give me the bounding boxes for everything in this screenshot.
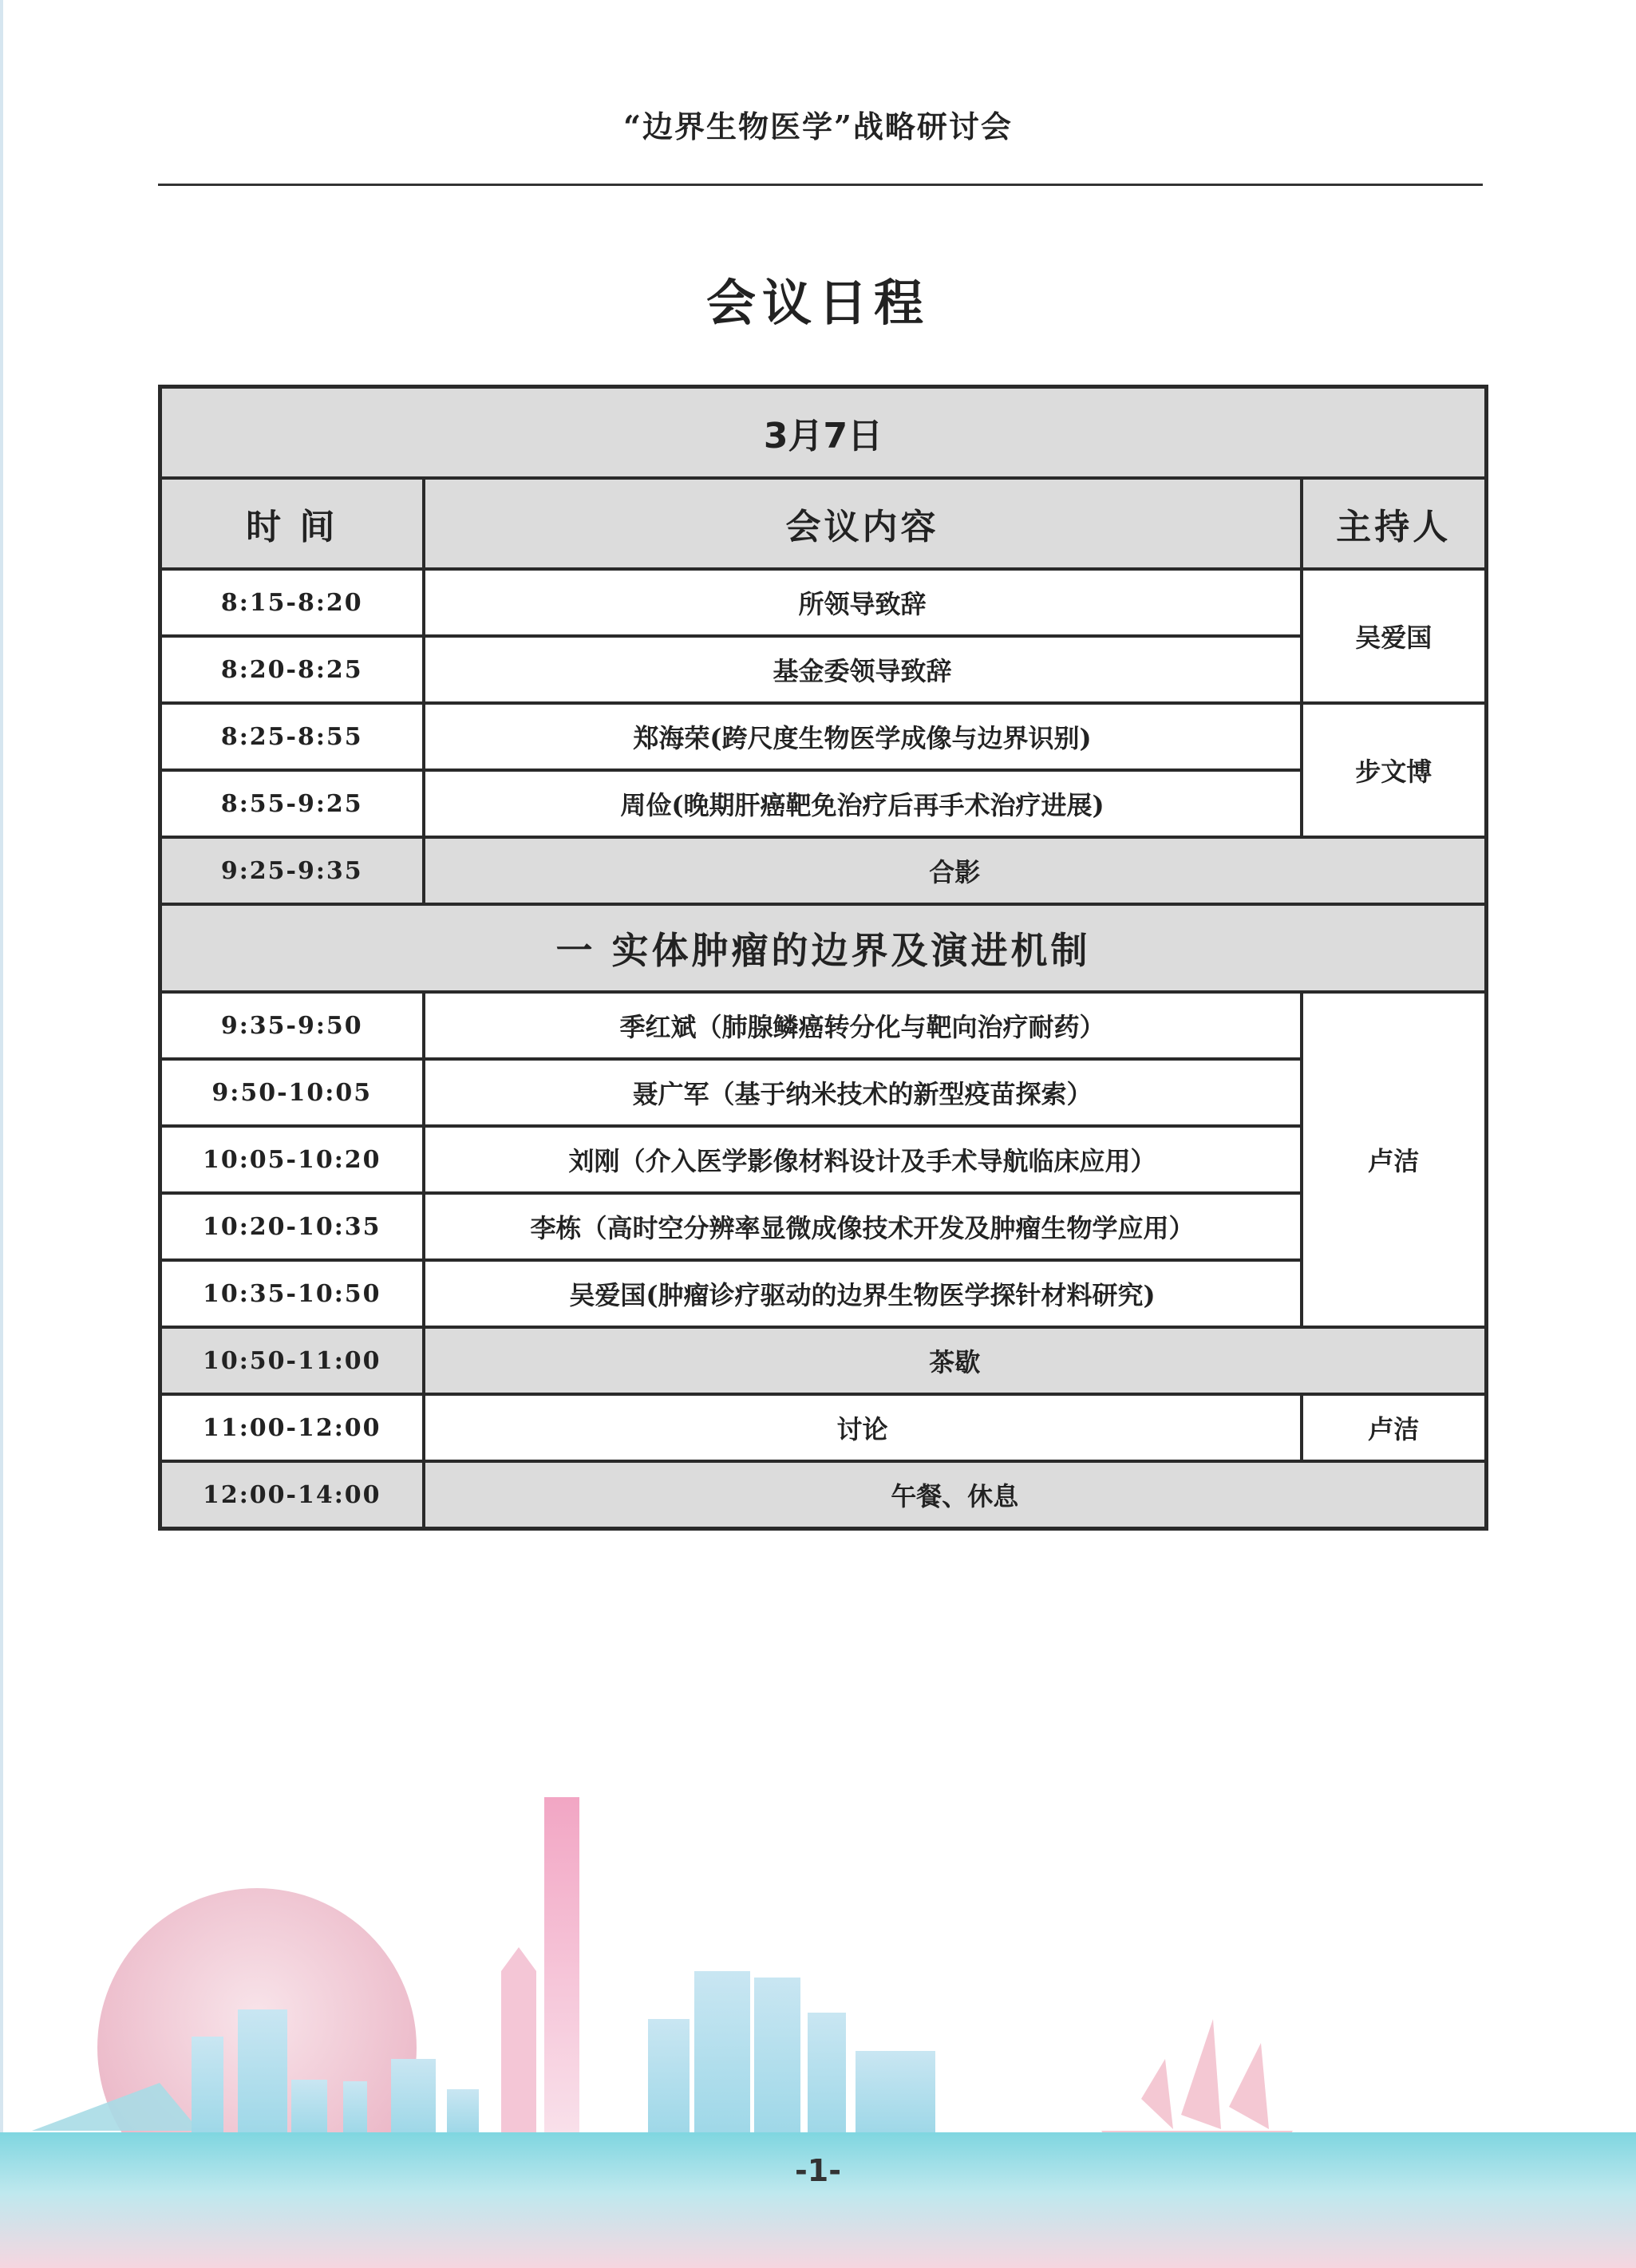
table-row xyxy=(160,1260,1487,1327)
content-cell: 李栋（高时空分辨率显微成像技术开发及肿瘤生物学应用） xyxy=(424,1193,1302,1260)
city-skyline-illustration xyxy=(0,1756,1636,2268)
content-cell: 午餐、休息 xyxy=(424,1461,1487,1529)
table-row xyxy=(160,1126,1487,1193)
header-rule xyxy=(158,184,1483,186)
content-cell: 基金委领导致辞 xyxy=(424,636,1302,703)
center-buildings xyxy=(648,1971,935,2132)
table-row xyxy=(160,1059,1487,1126)
table-row xyxy=(160,1193,1487,1260)
table-row xyxy=(160,636,1487,703)
time-cell: 8:25-8:55 xyxy=(160,703,424,770)
content-cell: 周俭(晚期肝癌靶免治疗后再手术治疗进展) xyxy=(424,770,1302,837)
time-cell: 10:05-10:20 xyxy=(160,1126,424,1193)
table-row xyxy=(160,569,1487,636)
content-cell: 吴爱国(肿瘤诊疗驱动的边界生物医学探针材料研究) xyxy=(424,1260,1302,1327)
table-row xyxy=(160,1461,1487,1529)
host-cell: 吴爱国 xyxy=(1302,569,1487,703)
content-cell: 所领导致辞 xyxy=(424,569,1302,636)
table-row xyxy=(160,703,1487,770)
time-cell: 9:50-10:05 xyxy=(160,1059,424,1126)
page-title: 会议日程 xyxy=(705,274,930,332)
time-cell: 11:00-12:00 xyxy=(160,1394,424,1461)
time-cell: 8:20-8:25 xyxy=(160,636,424,703)
column-header-time: 时 间 xyxy=(160,478,424,569)
time-cell: 9:35-9:50 xyxy=(160,992,424,1059)
table-row xyxy=(160,770,1487,837)
time-cell: 9:25-9:35 xyxy=(160,837,424,904)
host-cell: 步文博 xyxy=(1302,703,1487,837)
time-cell: 12:00-14:00 xyxy=(160,1461,424,1529)
schedule-table xyxy=(158,385,1488,1531)
content-cell: 季红斌（肺腺鳞癌转分化与靶向治疗耐药） xyxy=(424,992,1302,1059)
time-cell: 10:50-11:00 xyxy=(160,1327,424,1394)
content-cell: 合影 xyxy=(424,837,1487,904)
time-cell: 8:15-8:20 xyxy=(160,569,424,636)
pink-skyscraper xyxy=(544,1797,579,2132)
time-cell: 10:35-10:50 xyxy=(160,1260,424,1327)
column-header-host: 主持人 xyxy=(1302,478,1487,569)
time-cell: 10:20-10:35 xyxy=(160,1193,424,1260)
schedule-date: 3月7日 xyxy=(160,387,1487,479)
host-cell: 卢洁 xyxy=(1302,1394,1487,1461)
table-row xyxy=(160,837,1487,904)
content-cell: 郑海荣(跨尺度生物医学成像与边界识别) xyxy=(424,703,1302,770)
table-row xyxy=(160,1327,1487,1394)
content-cell: 聂广军（基于纳米技术的新型疫苗探索） xyxy=(424,1059,1302,1126)
content-cell: 刘刚（介入医学影像材料设计及手术导航临床应用） xyxy=(424,1126,1302,1193)
host-cell: 卢洁 xyxy=(1302,992,1487,1327)
table-row xyxy=(160,992,1487,1059)
spire-tower xyxy=(501,1947,536,2132)
table-row xyxy=(160,1394,1487,1461)
content-cell: 茶歇 xyxy=(424,1327,1487,1394)
column-header-content: 会议内容 xyxy=(424,478,1302,569)
section-title: 一 实体肿瘤的边界及演进机制 xyxy=(160,904,1487,992)
content-cell: 讨论 xyxy=(424,1394,1302,1461)
document-header: “边界生物医学”战略研讨会 xyxy=(623,109,1013,144)
page-number: -1- xyxy=(795,2153,841,2188)
time-cell: 8:55-9:25 xyxy=(160,770,424,837)
